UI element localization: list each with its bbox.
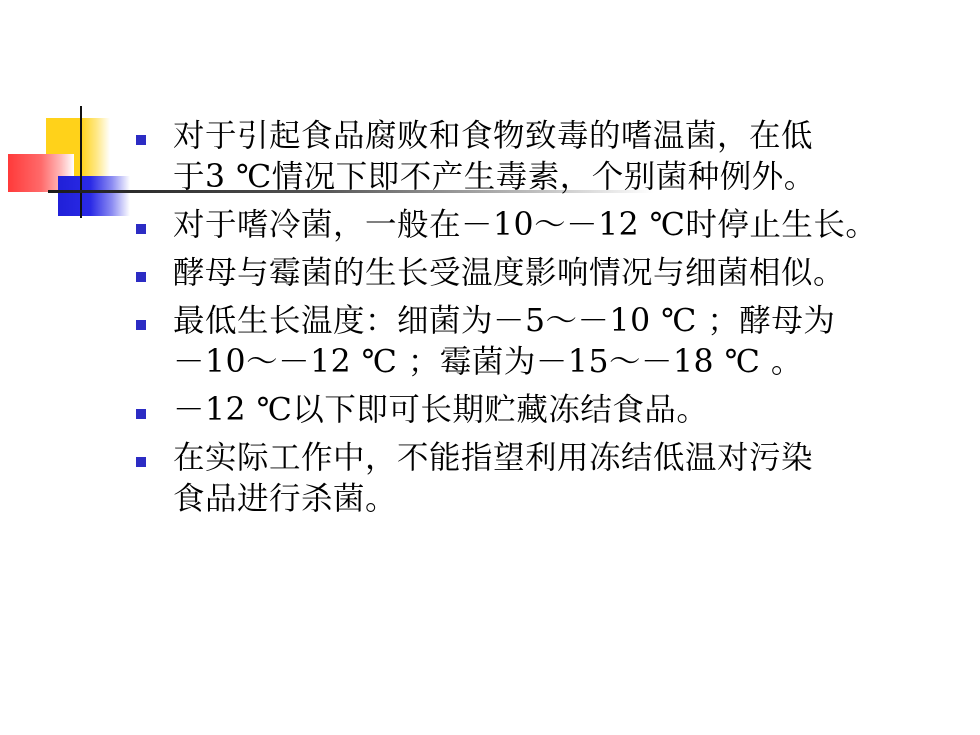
bullet-text: 对于嗜冷菌，一般在－10～－12 ℃时停止生长。 <box>173 207 878 243</box>
list-item <box>136 205 976 246</box>
list-item <box>136 116 976 198</box>
square-bullet-icon <box>136 272 146 282</box>
square-bullet-icon <box>136 409 146 419</box>
square-bullet-icon <box>136 320 146 330</box>
square-bullet-icon <box>136 135 146 145</box>
square-bullet-icon <box>136 224 146 234</box>
bullet-list <box>136 116 976 527</box>
bullet-text: 对于引起食品腐败和食物致毒的嗜温菌，在低 于3 ℃情况下即不产生毒素，个别菌种例外。 <box>173 118 816 195</box>
list-item <box>136 438 976 520</box>
bullet-text: 在实际工作中，不能指望利用冻结低温对污染 食品进行杀菌。 <box>173 440 814 517</box>
bullet-text: －12 ℃以下即可长期贮藏冻结食品。 <box>173 392 709 428</box>
corner-decoration-blue-block <box>58 176 130 216</box>
bullet-text: 最低生长温度：细菌为－5～－10 ℃ ；酵母为 －10～－12 ℃ ；霉菌为－15～－18 ℃ 。 <box>173 303 836 380</box>
corner-decoration-vertical-line <box>80 106 82 218</box>
bullet-text: 酵母与霉菌的生长受温度影响情况与细菌相似。 <box>173 255 846 291</box>
list-item <box>136 301 976 383</box>
square-bullet-icon <box>136 457 146 467</box>
list-item <box>136 253 976 294</box>
list-item <box>136 390 976 431</box>
